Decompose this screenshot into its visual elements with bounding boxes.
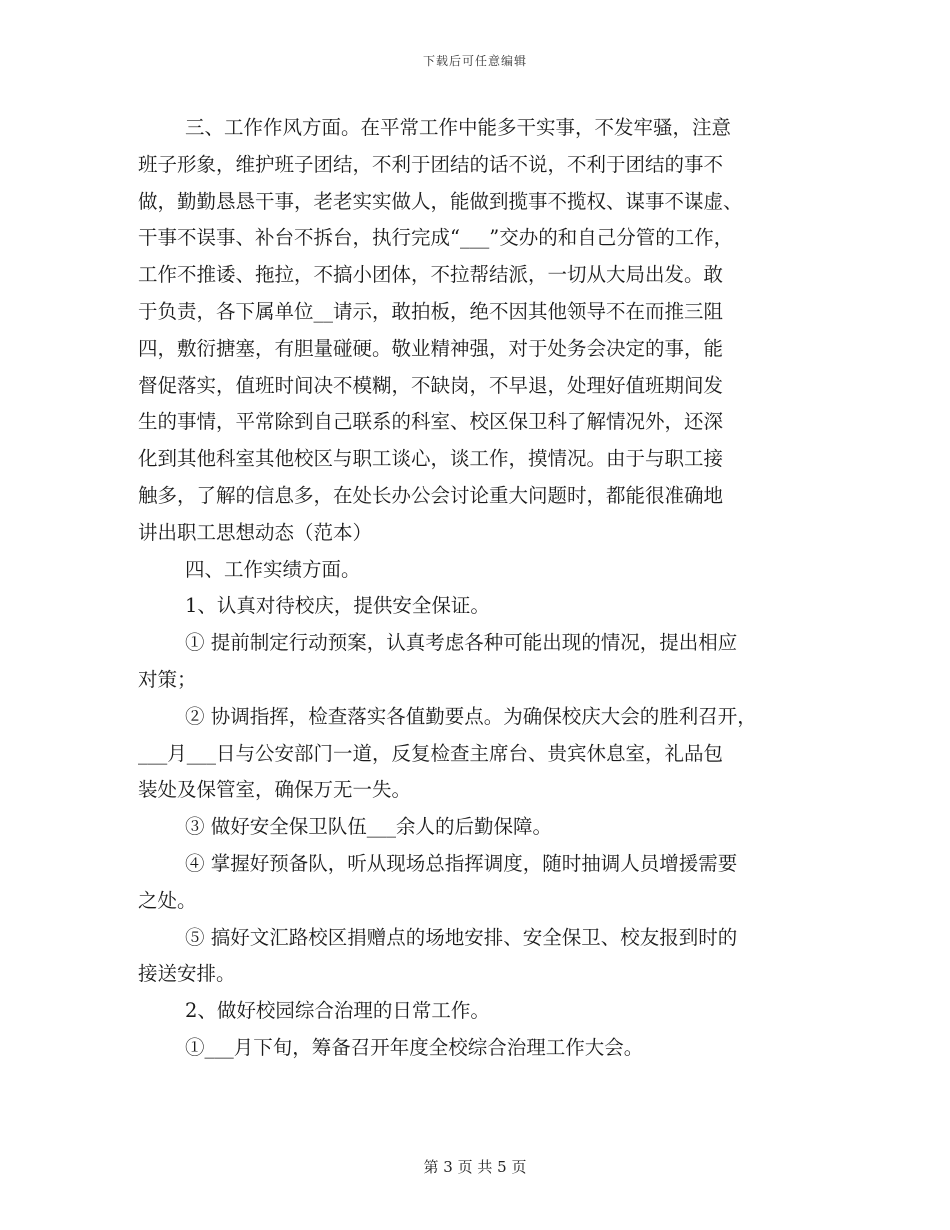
text-line: 化到其他科室其他校区与职工谈心，谈工作，摸情况。由于与职工接 [138, 447, 724, 471]
text-line: 讲出职工思想动态（范本） [138, 520, 373, 544]
text-line: 做，勤勤恳恳干事，老老实实做人，能做到揽事不揽权、谋事不谋虚、 [138, 189, 743, 213]
text-line: ① 提前制定行动预案，认真考虑各种可能出现的情况，提出相应 [185, 631, 738, 655]
text-line: 生的事情，平常除到自己联系的科室、校区保卫科了解情况外，还深 [138, 410, 724, 434]
text-line: 装处及保管室，确保万无一失。 [138, 778, 412, 802]
text-line: 三、工作作风方面。在平常工作中能多干实事，不发牢骚，注意 [185, 116, 732, 139]
text-line: ⑤ 搞好文汇路校区捐赠点的场地安排、安全保卫、校友报到时的 [185, 925, 738, 949]
text-line: 四，敷衍搪塞，有胆量碰硬。敬业精神强，对于处务会决定的事，能 [138, 336, 724, 360]
text-line: 之处。 [138, 888, 197, 912]
text-line: ③ 做好安全保卫队伍___余人的后勤保障。 [185, 815, 552, 839]
page-footer: 第 3 页 共 5 页 [423, 1158, 527, 1176]
text-line: ___月___日与公安部门一道，反复检查主席台、贵宾休息室，礼品包 [138, 741, 724, 765]
text-line: 班子形象，维护班子团结，不利于团结的话不说，不利于团结的事不 [138, 152, 724, 176]
text-line: 触多，了解的信息多，在处长办公会讨论重大问题时，都能很准确地 [138, 483, 724, 507]
text-line: ② 协调指挥，检查落实各值勤要点。为确保校庆大会的胜利召开， [185, 704, 757, 728]
text-line: 四、工作实绩方面。 [185, 557, 361, 581]
text-line: 工作不推诿、拖拉，不搞小团体，不拉帮结派，一切从大局出发。敢 [138, 263, 724, 287]
text-line: 于负责，各下属单位__请示，敢拍板，绝不因其他领导不在而推三阻 [138, 299, 724, 323]
document-body [138, 110, 814, 1067]
page-header: 下载后可任意编辑 [422, 54, 527, 68]
text-line: 对策； [138, 667, 197, 691]
text-line: ①___月下旬，筹备召开年度全校综合治理工作大会。 [185, 1035, 644, 1059]
text-line: 1、认真对待校庆，提供安全保证。 [185, 594, 490, 618]
text-line: 督促落实，值班时间决不模糊，不缺岗，不早退，处理好值班期间发 [138, 373, 724, 397]
text-line: 接送安排。 [138, 962, 236, 986]
text-line: 2、做好校园综合治理的日常工作。 [185, 999, 490, 1023]
text-line: ④ 掌握好预备队，听从现场总指挥调度，随时抽调人员增援需要 [185, 851, 738, 875]
text-line: 干事不误事、补台不拆台，执行完成“___”交办的和自己分管的工作， [138, 226, 734, 250]
